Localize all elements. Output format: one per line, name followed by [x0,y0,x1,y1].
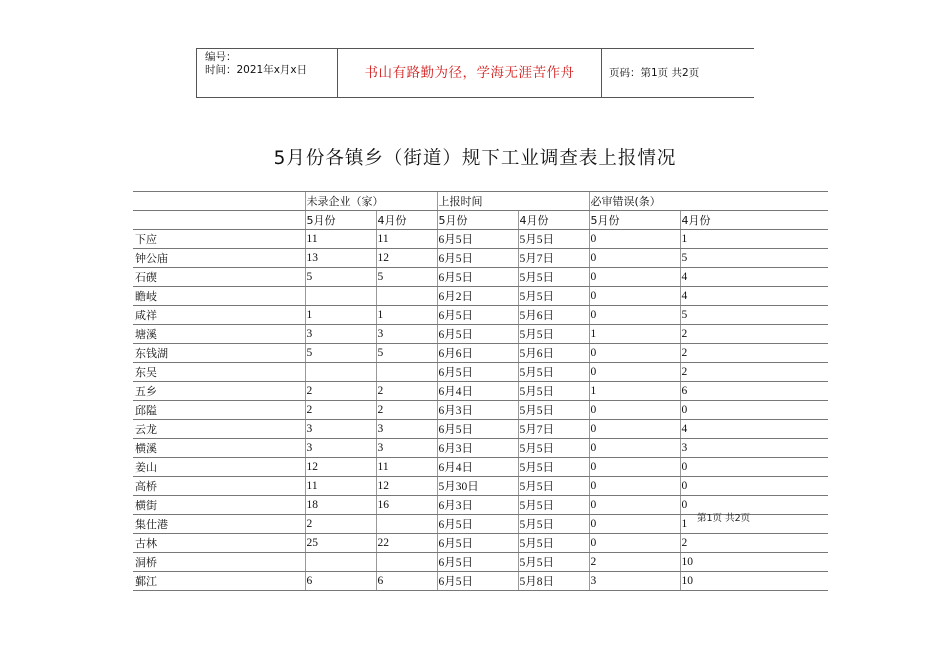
header-corner-cell [133,192,305,211]
unrecorded-apr-cell: 6 [376,572,437,591]
report-time-apr-cell: 5月5日 [518,477,589,496]
unrecorded-apr-cell: 3 [376,325,437,344]
town-name-cell: 东吴 [133,363,305,382]
report-time-apr-cell: 5月5日 [518,401,589,420]
unrecorded-may-cell: 12 [305,458,376,477]
unrecorded-may-cell: 5 [305,268,376,287]
document-header [196,48,754,98]
report-time-may-cell: 6月5日 [437,534,518,553]
unrecorded-apr-cell: 3 [376,420,437,439]
errors-may-cell: 0 [589,268,680,287]
group-header-report-time: 上报时间 [437,192,589,211]
unrecorded-apr-cell: 12 [376,249,437,268]
errors-apr-cell: 1 [680,230,828,249]
table-row [133,553,828,572]
unrecorded-may-cell: 3 [305,325,376,344]
errors-apr-cell: 4 [680,420,828,439]
report-time-may-cell: 6月4日 [437,382,518,401]
table-row [133,534,828,553]
errors-apr-cell: 4 [680,268,828,287]
sub-header-cell: 4月份 [680,211,828,230]
town-name-cell: 东钱湖 [133,344,305,363]
errors-may-cell: 0 [589,496,680,515]
errors-may-cell: 3 [589,572,680,591]
table-row [133,458,828,477]
errors-apr-cell: 2 [680,534,828,553]
table-row [133,477,828,496]
errors-may-cell: 0 [589,420,680,439]
unrecorded-apr-cell: 11 [376,230,437,249]
unrecorded-may-cell: 2 [305,382,376,401]
town-name-cell: 鄞江 [133,572,305,591]
unrecorded-may-cell: 25 [305,534,376,553]
unrecorded-may-cell: 2 [305,515,376,534]
unrecorded-may-cell: 2 [305,401,376,420]
errors-apr-cell: 2 [680,325,828,344]
unrecorded-apr-cell [376,553,437,572]
town-name-cell: 五乡 [133,382,305,401]
unrecorded-apr-cell [376,363,437,382]
report-time-apr-cell: 5月5日 [518,553,589,572]
errors-may-cell: 0 [589,477,680,496]
table-row [133,325,828,344]
table-row [133,572,828,591]
table-row [133,344,828,363]
errors-may-cell: 0 [589,401,680,420]
town-name-cell: 集仕港 [133,515,305,534]
report-time-may-cell: 6月5日 [437,306,518,325]
table-row [133,382,828,401]
table-group-header-row [133,192,828,211]
table-row [133,306,828,325]
unrecorded-apr-cell: 16 [376,496,437,515]
unrecorded-apr-cell: 12 [376,477,437,496]
unrecorded-may-cell [305,363,376,382]
unrecorded-may-cell: 13 [305,249,376,268]
report-time-apr-cell: 5月7日 [518,420,589,439]
town-name-cell: 下应 [133,230,305,249]
code-label: 编号： [205,51,237,63]
report-time-apr-cell: 5月5日 [518,363,589,382]
errors-apr-cell: 0 [680,401,828,420]
page-number-label: 页码：第1页 共2页 [609,67,700,79]
report-time-apr-cell: 5月8日 [518,572,589,591]
header-info-cell [196,49,338,97]
unrecorded-apr-cell [376,287,437,306]
report-time-apr-cell: 5月5日 [518,268,589,287]
errors-apr-cell: 0 [680,496,828,515]
town-name-cell: 邱隘 [133,401,305,420]
report-time-may-cell: 5月30日 [437,477,518,496]
report-time-may-cell: 6月5日 [437,420,518,439]
errors-apr-cell: 4 [680,287,828,306]
report-time-apr-cell: 5月7日 [518,249,589,268]
unrecorded-may-cell [305,287,376,306]
sub-header-corner-cell [133,211,305,230]
table-row [133,401,828,420]
unrecorded-apr-cell: 2 [376,382,437,401]
town-name-cell: 瞻岐 [133,287,305,306]
table-row [133,230,828,249]
errors-may-cell: 0 [589,458,680,477]
unrecorded-apr-cell: 2 [376,401,437,420]
errors-may-cell: 0 [589,230,680,249]
sub-header-cell: 5月份 [589,211,680,230]
report-time-apr-cell: 5月5日 [518,325,589,344]
report-time-may-cell: 6月3日 [437,401,518,420]
unrecorded-apr-cell: 3 [376,439,437,458]
table-row [133,420,828,439]
report-time-apr-cell: 5月6日 [518,344,589,363]
footer-page-note: 第1页 共2页 [697,513,751,524]
motto-text: 书山有路勤为径，学海无涯苦作舟 [338,49,602,97]
time-label: 时间：2021年x月x日 [205,64,308,76]
town-name-cell: 横街 [133,496,305,515]
town-name-cell: 古林 [133,534,305,553]
errors-may-cell: 0 [589,515,680,534]
report-time-apr-cell: 5月5日 [518,534,589,553]
report-time-may-cell: 6月5日 [437,325,518,344]
errors-may-cell: 2 [589,553,680,572]
town-name-cell: 横溪 [133,439,305,458]
report-time-may-cell: 6月5日 [437,268,518,287]
table-sub-header-row [133,211,828,230]
town-name-cell: 石碶 [133,268,305,287]
unrecorded-apr-cell: 22 [376,534,437,553]
report-time-apr-cell: 5月5日 [518,439,589,458]
report-time-apr-cell: 5月5日 [518,230,589,249]
unrecorded-may-cell: 11 [305,477,376,496]
report-time-apr-cell: 5月5日 [518,458,589,477]
errors-apr-cell: 5 [680,249,828,268]
unrecorded-may-cell: 6 [305,572,376,591]
table-row [133,363,828,382]
town-name-cell: 高桥 [133,477,305,496]
errors-apr-cell: 0 [680,458,828,477]
report-time-may-cell: 6月5日 [437,230,518,249]
sub-header-cell: 4月份 [518,211,589,230]
table-row [133,439,828,458]
errors-apr-cell: 10 [680,553,828,572]
errors-may-cell: 0 [589,344,680,363]
errors-may-cell: 0 [589,249,680,268]
errors-may-cell: 0 [589,287,680,306]
report-time-may-cell: 6月5日 [437,515,518,534]
sub-header-cell: 5月份 [437,211,518,230]
errors-may-cell: 1 [589,382,680,401]
errors-may-cell: 0 [589,363,680,382]
report-time-may-cell: 6月5日 [437,363,518,382]
report-time-may-cell: 6月5日 [437,553,518,572]
errors-apr-cell: 2 [680,344,828,363]
town-name-cell: 塘溪 [133,325,305,344]
page-title: 5月份各镇乡（街道）规下工业调查表上报情况 [273,148,677,169]
unrecorded-may-cell: 18 [305,496,376,515]
report-time-may-cell: 6月2日 [437,287,518,306]
report-time-apr-cell: 5月5日 [518,382,589,401]
town-name-cell: 洞桥 [133,553,305,572]
unrecorded-apr-cell: 1 [376,306,437,325]
errors-apr-cell: 6 [680,382,828,401]
unrecorded-apr-cell: 5 [376,344,437,363]
errors-apr-cell: 5 [680,306,828,325]
unrecorded-apr-cell [376,515,437,534]
table-row [133,249,828,268]
table-row [133,268,828,287]
sub-header-cell: 5月份 [305,211,376,230]
table-body [133,230,828,591]
report-time-may-cell: 6月3日 [437,439,518,458]
errors-may-cell: 0 [589,306,680,325]
report-time-may-cell: 6月4日 [437,458,518,477]
unrecorded-may-cell [305,553,376,572]
report-time-apr-cell: 5月5日 [518,496,589,515]
town-name-cell: 姜山 [133,458,305,477]
group-header-errors: 必审错误(条） [589,192,828,211]
unrecorded-may-cell: 1 [305,306,376,325]
report-time-may-cell: 6月5日 [437,572,518,591]
report-time-apr-cell: 5月6日 [518,306,589,325]
errors-apr-cell: 1 [680,515,828,534]
town-name-cell: 咸祥 [133,306,305,325]
errors-apr-cell: 2 [680,363,828,382]
unrecorded-apr-cell: 11 [376,458,437,477]
errors-may-cell: 0 [589,439,680,458]
report-time-may-cell: 6月5日 [437,249,518,268]
report-time-may-cell: 6月3日 [437,496,518,515]
unrecorded-may-cell: 5 [305,344,376,363]
sub-header-cell: 4月份 [376,211,437,230]
errors-may-cell: 1 [589,325,680,344]
town-name-cell: 云龙 [133,420,305,439]
report-time-apr-cell: 5月5日 [518,287,589,306]
errors-may-cell: 0 [589,534,680,553]
unrecorded-may-cell: 3 [305,439,376,458]
group-header-unrecorded: 未录企业（家） [305,192,437,211]
unrecorded-may-cell: 3 [305,420,376,439]
unrecorded-may-cell: 11 [305,230,376,249]
errors-apr-cell: 3 [680,439,828,458]
report-time-apr-cell: 5月5日 [518,515,589,534]
report-table [133,191,828,591]
errors-apr-cell: 10 [680,572,828,591]
unrecorded-apr-cell: 5 [376,268,437,287]
report-time-may-cell: 6月6日 [437,344,518,363]
town-name-cell: 钟公庙 [133,249,305,268]
table-row [133,287,828,306]
errors-apr-cell: 0 [680,477,828,496]
